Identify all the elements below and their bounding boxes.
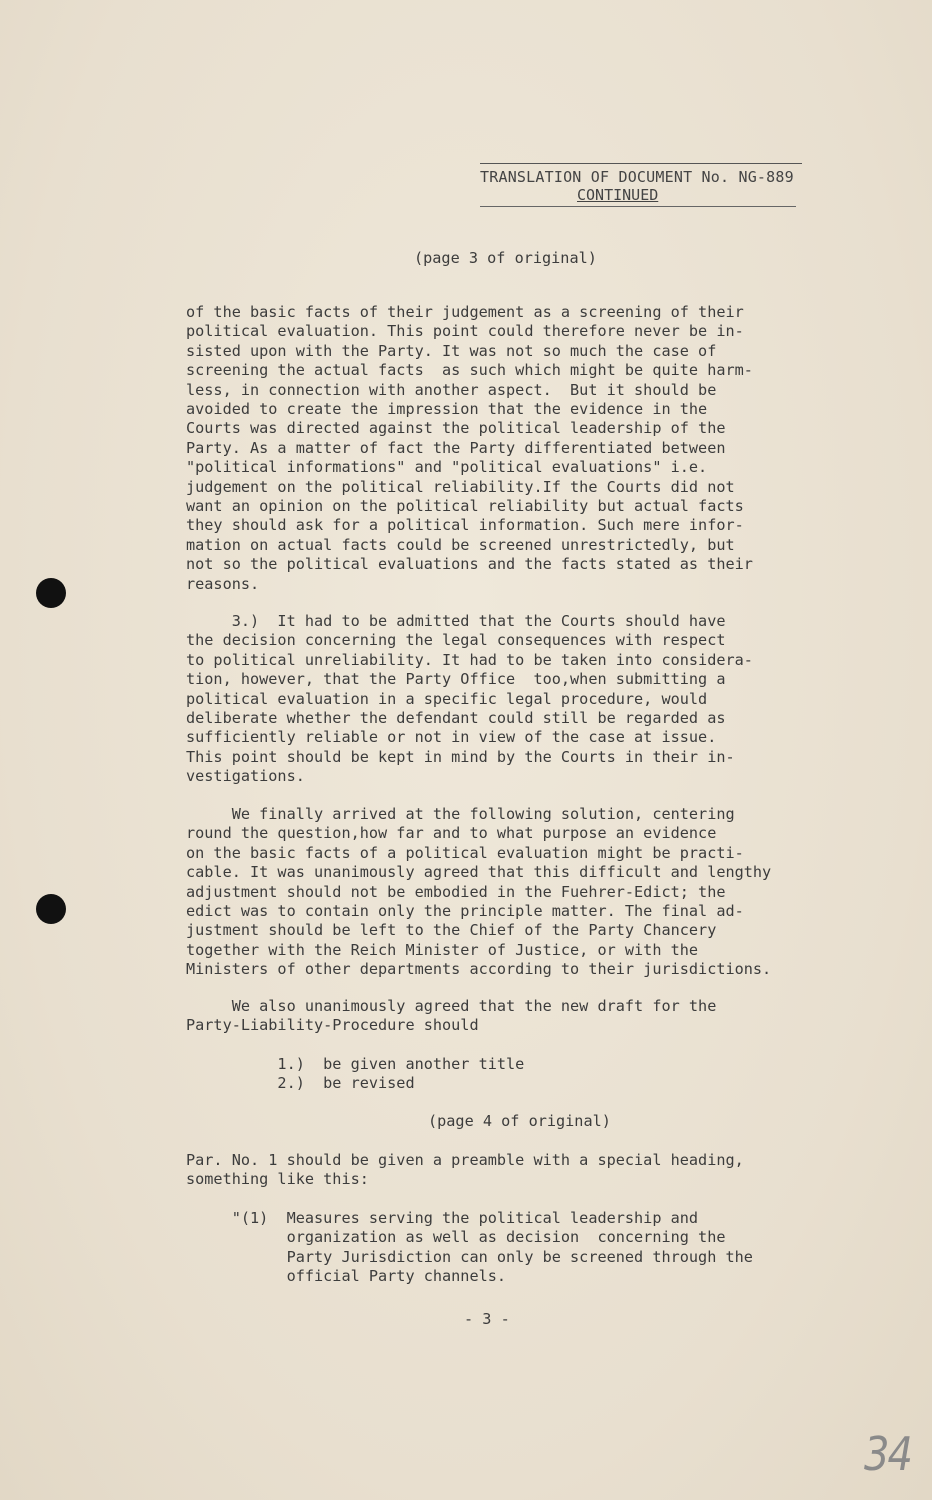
header-rule-top — [480, 163, 802, 164]
header-title: TRANSLATION OF DOCUMENT No. NG-889 — [480, 168, 794, 186]
punch-hole-bottom — [36, 894, 66, 924]
document-header — [480, 163, 810, 207]
header-subtitle: CONTINUED — [577, 186, 659, 204]
page-number: - 3 - — [464, 1310, 510, 1328]
punch-hole-top — [36, 578, 66, 608]
paragraph-solution: We finally arrived at the following solution, centering round the question,how far and to what purpose an evidence on the basic facts of a political evaluation might be practi- cable. It was unanimously agreed that this difficult and lengthy adjustment should not be embodied in the Fuehrer-Edict; the edict was to contain only the principle matter. The final ad- justment should be left to the Chief of the Party Chancery together with the Reich Minister of Justice, or with the Ministers of other departments according to their jurisdictions. — [186, 805, 772, 979]
page-marker-3: (page 3 of original) — [414, 249, 597, 267]
handwritten-page-number: 34 — [864, 1428, 911, 1482]
paragraph-preamble: Par. No. 1 should be given a preamble with a special heading, something like this: — [186, 1151, 744, 1189]
paragraph-agreement: We also unanimously agreed that the new draft for the Party-Liability-Procedure should — [186, 997, 717, 1035]
paragraph-basic-facts: of the basic facts of their judgement as a screening of their political evaluation. This point could therefore never be in- sisted upon with the Party. It was not so much the case of screening the actual facts as such which might be quite harm- less, in connection with another aspect. But it should be avoided to create the impression that the evidence in the Courts was directed against the political leadership of the Party. As a matter of fact the Party differentiated between "political informations" and "political evaluations" i.e. judgement on the political reliability.If the Courts did not want an opinion on the political reliability but actual facts they should ask for a political information. Such mere infor- mation on actual facts could be screened unrestrictedly, but not so the political evaluations and the facts stated as their reasons. — [186, 303, 753, 593]
quoted-measure: "(1) Measures serving the political leadership and organization as well as decision concerning the Party Jurisdiction can only be screened through the official Party channels. — [231, 1209, 753, 1286]
header-rule-bottom — [480, 206, 796, 207]
paragraph-point-3: 3.) It had to be admitted that the Courts should have the decision concerning the legal consequences with respect to political unreliability. It had to be taken into considera- tion, however, that the Party Office too,when submitting a political evaluation in a specific legal procedure, would deliberate whether the defendant could still be regarded as sufficiently reliable or not in view of the case at issue. This point should be kept in mind by the Courts in their in- vestigations. — [186, 612, 753, 786]
page-marker-4: (page 4 of original) — [428, 1112, 611, 1130]
agreement-list: 1.) be given another title 2.) be revised — [277, 1055, 525, 1093]
